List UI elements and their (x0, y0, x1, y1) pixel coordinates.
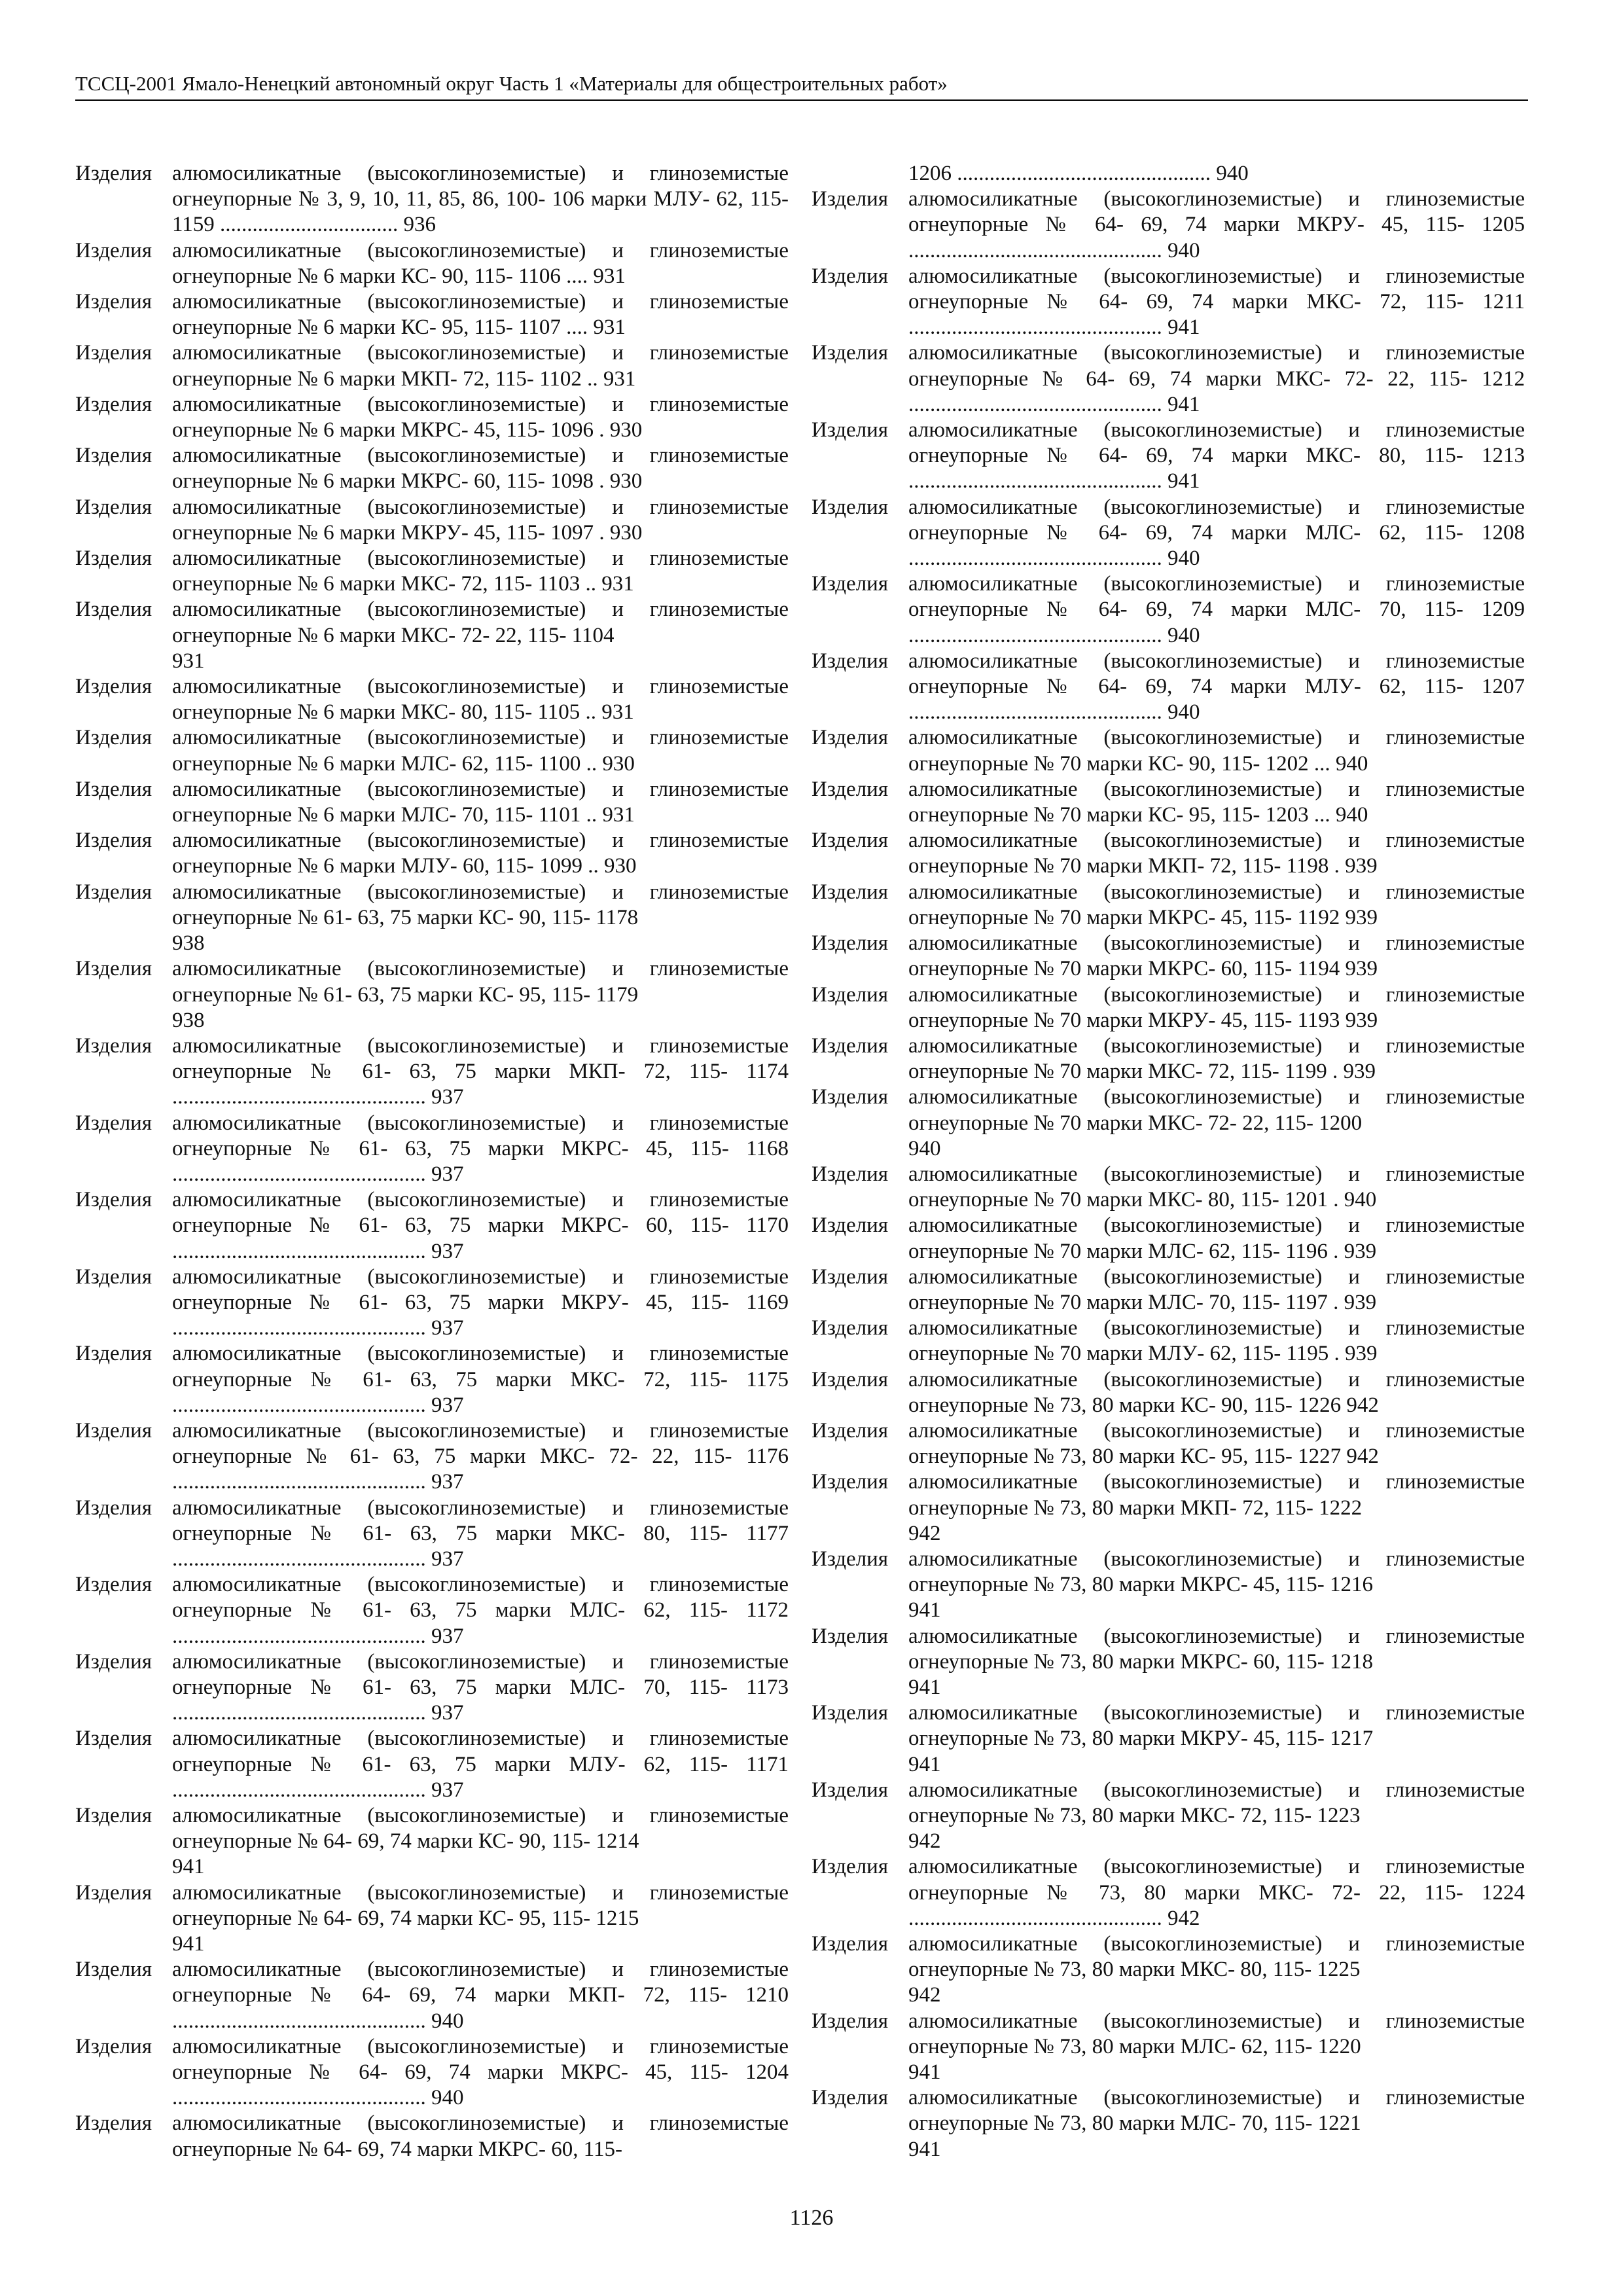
index-entry (812, 340, 1525, 418)
entry-text: 1206 ............................................... 940 (908, 162, 1249, 185)
entry-text: алюмосиликатные (высокоглиноземистые) и глиноземистые огнеупорные № 6 марки КС- 90, 115- 1106 .... 931 (172, 238, 789, 288)
entry-headword: Изделия (812, 2086, 889, 2110)
index-entry (75, 1572, 789, 1649)
entry-text: алюмосиликатные (высокоглиноземистые) и глиноземистые огнеупорные № 64- 69, 74 марки МКС- 80, 115- 1213 ............................................... 941 (908, 418, 1525, 493)
entry-headword: Изделия (812, 341, 889, 365)
entry-headword: Изделия (812, 1418, 889, 1443)
entry-text: алюмосиликатные (высокоглиноземистые) и глиноземистые огнеупорные № 73, 80 марки КС- 95, 115- 1227 942 (908, 1418, 1525, 1469)
index-entry (75, 546, 789, 597)
entry-page-ref: 941 (908, 2137, 941, 2161)
index-entry (812, 1418, 1525, 1469)
entry-headword: Изделия (75, 1033, 152, 1058)
index-entry (75, 1880, 789, 1958)
entry-text: алюмосиликатные (высокоглиноземистые) и глиноземистые огнеупорные № 61- 63, 75 марки МКС- 72- 22, 115- 1176 ............................................... 937 (172, 1418, 789, 1494)
entry-headword: Изделия (812, 982, 889, 1007)
entry-text: алюмосиликатные (высокоглиноземистые) и глиноземистые огнеупорные № 3, 9, 10, 11, 85, 86, 100- 106 марки МЛУ- 62, 115- 1159 ................................. 936 (172, 162, 789, 237)
entry-headword: Изделия (812, 1367, 889, 1391)
entry-page-ref: 942 (908, 1829, 941, 1854)
index-entry (812, 418, 1525, 495)
entry-text: алюмосиликатные (высокоглиноземистые) и глиноземистые огнеупорные № 70 марки МКРУ- 45, 115- 1193 939 (908, 982, 1525, 1032)
entry-text: алюмосиликатные (высокоглиноземистые) и глиноземистые огнеупорные № 6 марки МКС- 72- 22, 115- 1104 (172, 598, 789, 647)
entry-page-ref: 938 (172, 1008, 205, 1032)
entry-headword: Изделия (75, 238, 152, 262)
entry-text: алюмосиликатные (высокоглиноземистые) и глиноземистые огнеупорные № 64- 69, 74 марки МКРС- 45, 115- 1204 ............................................... 940 (172, 2034, 789, 2110)
entry-headword: Изделия (75, 1111, 152, 1135)
entry-headword: Изделия (75, 2034, 152, 2058)
entry-text: алюмосиликатные (высокоглиноземистые) и глиноземистые огнеупорные № 6 марки МКРУ- 45, 115- 1097 . 930 (172, 495, 789, 545)
index-entry (75, 880, 789, 957)
index-entry (812, 1162, 1525, 1213)
entry-text: алюмосиликатные (высокоглиноземистые) и глиноземистые огнеупорные № 70 марки КС- 95, 115- 1203 ... 940 (908, 777, 1525, 827)
index-entry (75, 340, 789, 391)
entry-text: алюмосиликатные (высокоглиноземистые) и глиноземистые огнеупорные № 70 марки МКРС- 45, 115- 1192 939 (908, 880, 1525, 929)
entry-headword: Изделия (812, 1085, 889, 1109)
index-entry (75, 725, 789, 776)
entry-headword: Изделия (812, 777, 889, 801)
entry-headword: Изделия (75, 290, 152, 314)
index-entry (75, 1111, 789, 1188)
entry-headword: Изделия (812, 264, 889, 288)
entry-headword: Изделия (75, 495, 152, 519)
entry-text: алюмосиликатные (высокоглиноземистые) и глиноземистые огнеупорные № 73, 80 марки КС- 90, 115- 1226 942 (908, 1367, 1525, 1417)
index-entry (812, 1931, 1525, 2009)
entry-headword: Изделия (75, 1188, 152, 1212)
index-entry (75, 238, 789, 289)
index-entry (812, 777, 1525, 828)
entry-text: алюмосиликатные (высокоглиноземистые) и глиноземистые огнеупорные № 70 марки МЛС- 62, 115- 1196 . 939 (908, 1213, 1525, 1263)
index-entry (75, 1803, 789, 1880)
index-entry (75, 1341, 789, 1418)
entry-headword: Изделия (812, 1213, 889, 1238)
entry-page-ref: 941 (908, 2060, 941, 2085)
entry-headword: Изделия (812, 931, 889, 956)
entry-text: алюмосиликатные (высокоглиноземистые) и глиноземистые огнеупорные № 64- 69, 74 марки МКП- 72, 115- 1210 ............................................... 940 (172, 1958, 789, 2033)
index-entry (812, 1778, 1525, 1855)
entry-headword: Изделия (812, 1265, 889, 1289)
index-entry (812, 931, 1525, 982)
entry-page-ref: 931 (172, 649, 205, 673)
index-entry (812, 1854, 1525, 1931)
entry-text: алюмосиликатные (высокоглиноземистые) и глиноземистые огнеупорные № 73, 80 марки МКРС- 60, 115- 1218 (908, 1624, 1525, 1674)
index-entry (75, 392, 789, 443)
entry-text: алюмосиликатные (высокоглиноземистые) и глиноземистые огнеупорные № 64- 69, 74 марки МКРС- 60, 115- (172, 2111, 789, 2161)
index-entry (75, 597, 789, 674)
index-entry (75, 2111, 789, 2162)
index-entry (75, 1033, 789, 1111)
index-entry (812, 828, 1525, 879)
entry-text: алюмосиликатные (высокоглиноземистые) и глиноземистые огнеупорные № 6 марки МКС- 80, 115- 1105 .. 931 (172, 675, 789, 725)
index-entry (812, 187, 1525, 264)
entry-headword: Изделия (812, 880, 889, 904)
entry-headword: Изделия (75, 829, 152, 853)
index-entry (812, 1469, 1525, 1547)
index-entry (812, 2009, 1525, 2086)
entry-headword: Изделия (812, 495, 889, 519)
entry-text: алюмосиликатные (высокоглиноземистые) и глиноземистые огнеупорные № 61- 63, 75 марки КС- 95, 115- 1179 (172, 957, 789, 1007)
entry-headword: Изделия (75, 392, 152, 416)
index-entry (812, 1367, 1525, 1418)
entry-text: алюмосиликатные (высокоглиноземистые) и глиноземистые огнеупорные № 6 марки МКРС- 45, 115- 1096 . 930 (172, 392, 789, 442)
entry-headword: Изделия (812, 187, 889, 211)
entry-text: алюмосиликатные (высокоглиноземистые) и глиноземистые огнеупорные № 61- 63, 75 марки МКП- 72, 115- 1174 ............................................... 937 (172, 1033, 789, 1109)
index-entry (812, 880, 1525, 931)
index-entry (812, 982, 1525, 1033)
entry-headword: Изделия (812, 1470, 889, 1494)
entry-page-ref: 941 (172, 1932, 205, 1956)
entry-headword: Изделия (75, 1496, 152, 1520)
entry-text: алюмосиликатные (высокоглиноземистые) и глиноземистые огнеупорные № 73, 80 марки МКС- 72- 22, 115- 1224 ............................................... 942 (908, 1855, 1525, 1930)
index-column-left (75, 161, 789, 2162)
entry-headword: Изделия (75, 598, 152, 622)
entry-text: алюмосиликатные (высокоглиноземистые) и глиноземистые огнеупорные № 73, 80 марки МЛС- 62, 115- 1220 (908, 2009, 1525, 2058)
entry-text: алюмосиликатные (высокоглиноземистые) и глиноземистые огнеупорные № 64- 69, 74 марки МКРУ- 45, 115- 1205 ............................................... 940 (908, 187, 1525, 262)
index-entry (75, 1265, 789, 1342)
entry-headword: Изделия (75, 1880, 152, 1905)
entry-text: алюмосиликатные (высокоглиноземистые) и глиноземистые огнеупорные № 61- 63, 75 марки МКС- 80, 115- 1177 ............................................... 937 (172, 1496, 789, 1571)
entry-text: алюмосиликатные (высокоглиноземистые) и глиноземистые огнеупорные № 70 марки МКС- 72, 115- 1199 . 939 (908, 1033, 1525, 1084)
entry-headword: Изделия (812, 1932, 889, 1956)
index-entry (812, 1085, 1525, 1162)
entry-text: алюмосиликатные (высокоглиноземистые) и глиноземистые огнеупорные № 6 марки МКП- 72, 115- 1102 .. 931 (172, 341, 789, 391)
index-entry (812, 1316, 1525, 1367)
entry-headword: Изделия (75, 1342, 152, 1366)
entry-headword: Изделия (75, 1418, 152, 1443)
entry-text: алюмосиликатные (высокоглиноземистые) и глиноземистые огнеупорные № 61- 63, 75 марки МКРУ- 45, 115- 1169 ............................................... 937 (172, 1265, 789, 1340)
entry-headword: Изделия (75, 2111, 152, 2136)
index-entry (75, 1187, 789, 1265)
entry-headword: Изделия (75, 1958, 152, 1982)
index-entry (75, 2034, 789, 2111)
entry-page-ref: 942 (908, 1983, 941, 2007)
entry-text: алюмосиликатные (высокоглиноземистые) и глиноземистые огнеупорные № 61- 63, 75 марки МЛС- 62, 115- 1172 ............................................... 937 (172, 1573, 789, 1648)
running-header: ТССЦ-2001 Ямало-Ненецкий автономный округ Часть 1 «Материалы для общестроительных работ» (75, 71, 1528, 101)
entry-text: алюмосиликатные (высокоглиноземистые) и глиноземистые огнеупорные № 70 марки КС- 90, 115- 1202 ... 940 (908, 726, 1525, 776)
entry-headword: Изделия (812, 1778, 889, 1802)
entry-text: алюмосиликатные (высокоглиноземистые) и глиноземистые огнеупорные № 61- 63, 75 марки МЛУ- 62, 115- 1171 ............................................... 937 (172, 1727, 789, 1802)
entry-text: алюмосиликатные (высокоглиноземистые) и глиноземистые огнеупорные № 64- 69, 74 марки МКС- 72, 115- 1211 ............................................... 941 (908, 264, 1525, 340)
entry-headword: Изделия (75, 162, 152, 185)
entry-text: алюмосиликатные (высокоглиноземистые) и глиноземистые огнеупорные № 64- 69, 74 марки МЛС- 62, 115- 1208 ............................................... 940 (908, 495, 1525, 571)
entry-text: алюмосиликатные (высокоглиноземистые) и глиноземистые огнеупорные № 70 марки МКС- 72- 22, 115- 1200 (908, 1085, 1525, 1135)
index-entry (75, 289, 789, 340)
entry-page-ref: 942 (908, 1521, 941, 1545)
entry-headword: Изделия (75, 777, 152, 801)
entry-headword: Изделия (75, 547, 152, 571)
entry-headword: Изделия (75, 1727, 152, 1751)
entry-text: алюмосиликатные (высокоглиноземистые) и глиноземистые огнеупорные № 70 марки МКРС- 60, 115- 1194 939 (908, 931, 1525, 981)
index-entry (75, 1418, 789, 1496)
entry-text: алюмосиликатные (высокоглиноземистые) и глиноземистые огнеупорные № 6 марки МЛС- 70, 115- 1101 .. 931 (172, 777, 789, 827)
index-entry (75, 956, 789, 1033)
index-entry (75, 1649, 789, 1727)
entry-text: алюмосиликатные (высокоглиноземистые) и глиноземистые огнеупорные № 6 марки МКРС- 60, 115- 1098 . 930 (172, 444, 789, 493)
entry-page-ref: 941 (908, 1598, 941, 1623)
entry-headword: Изделия (75, 341, 152, 365)
index-entry (812, 1265, 1525, 1316)
index-entry (812, 1033, 1525, 1085)
entry-text: алюмосиликатные (высокоглиноземистые) и глиноземистые огнеупорные № 64- 69, 74 марки КС- 90, 115- 1214 (172, 1804, 789, 1854)
entry-headword: Изделия (75, 957, 152, 981)
index-entry (812, 1624, 1525, 1701)
entry-headword: Изделия (812, 418, 889, 442)
index-entry (812, 495, 1525, 572)
entry-text: алюмосиликатные (высокоглиноземистые) и глиноземистые огнеупорные № 61- 63, 75 марки МКРС- 60, 115- 1170 ............................................... 937 (172, 1188, 789, 1263)
entry-text: алюмосиликатные (высокоглиноземистые) и глиноземистые огнеупорные № 61- 63, 75 марки МКС- 72, 115- 1175 ............................................... 937 (172, 1342, 789, 1417)
entry-text: алюмосиликатные (высокоглиноземистые) и глиноземистые огнеупорные № 73, 80 марки МКП- 72, 115- 1222 (908, 1470, 1525, 1520)
index-entry (75, 777, 789, 828)
entry-headword: Изделия (75, 675, 152, 699)
index-entry (812, 2085, 1525, 2162)
entry-text: алюмосиликатные (высокоглиноземистые) и глиноземистые огнеупорные № 61- 63, 75 марки МЛС- 70, 115- 1173 ............................................... 937 (172, 1649, 789, 1725)
index-entry (75, 495, 789, 546)
entry-text: алюмосиликатные (высокоглиноземистые) и глиноземистые огнеупорные № 70 марки МКС- 80, 115- 1201 . 940 (908, 1162, 1525, 1212)
entry-page-ref: 941 (908, 1752, 941, 1776)
index-entry (812, 725, 1525, 776)
entry-headword: Изделия (75, 444, 152, 468)
entry-text: алюмосиликатные (высокоглиноземистые) и глиноземистые огнеупорные № 73, 80 марки МКС- 72, 115- 1223 (908, 1778, 1525, 1827)
index-entry (75, 1726, 789, 1803)
entry-headword: Изделия (75, 880, 152, 904)
entry-headword: Изделия (812, 1624, 889, 1648)
entry-headword: Изделия (812, 829, 889, 853)
entry-headword: Изделия (812, 1033, 889, 1058)
entry-headword: Изделия (75, 1649, 152, 1674)
index-entry (812, 571, 1525, 649)
index-entry (75, 443, 789, 494)
index-entry (812, 649, 1525, 726)
entry-headword: Изделия (812, 726, 889, 750)
entry-page-ref: 938 (172, 931, 205, 956)
entry-text: алюмосиликатные (высокоглиноземистые) и глиноземистые огнеупорные № 6 марки МЛС- 62, 115- 1100 .. 930 (172, 726, 789, 776)
index-entry (75, 828, 789, 879)
entry-text: алюмосиликатные (высокоглиноземистые) и глиноземистые огнеупорные № 64- 69, 74 марки МЛУ- 62, 115- 1207 ............................................... 940 (908, 649, 1525, 725)
index-entry (75, 161, 789, 238)
entry-headword: Изделия (812, 1162, 889, 1186)
entry-text: алюмосиликатные (высокоглиноземистые) и глиноземистые огнеупорные № 61- 63, 75 марки МКРС- 45, 115- 1168 ............................................... 937 (172, 1111, 789, 1186)
entry-text: алюмосиликатные (высокоглиноземистые) и глиноземистые огнеупорные № 61- 63, 75 марки КС- 90, 115- 1178 (172, 880, 789, 929)
entry-text: алюмосиликатные (высокоглиноземистые) и глиноземистые огнеупорные № 73, 80 марки МЛС- 70, 115- 1221 (908, 2086, 1525, 2136)
entry-text: алюмосиликатные (высокоглиноземистые) и глиноземистые огнеупорные № 70 марки МКП- 72, 115- 1198 . 939 (908, 829, 1525, 878)
entry-headword: Изделия (75, 1573, 152, 1597)
index-entry (812, 1213, 1525, 1264)
index-entry (75, 1957, 789, 2034)
entry-headword: Изделия (812, 649, 889, 673)
entry-headword: Изделия (75, 726, 152, 750)
index-entry (812, 1700, 1525, 1778)
index-entry (812, 264, 1525, 341)
entry-text: алюмосиликатные (высокоглиноземистые) и глиноземистые огнеупорные № 6 марки КС- 95, 115- 1107 .... 931 (172, 290, 789, 340)
page-number: 1126 (789, 2206, 834, 2230)
entry-headword: Изделия (812, 1316, 889, 1340)
entry-headword: Изделия (812, 2009, 889, 2033)
entry-headword: Изделия (75, 1804, 152, 1827)
entry-headword: Изделия (812, 1855, 889, 1879)
index-entry (75, 674, 789, 725)
entry-text: алюмосиликатные (высокоглиноземистые) и глиноземистые огнеупорные № 70 марки МЛУ- 62, 115- 1195 . 939 (908, 1316, 1525, 1366)
entry-text: алюмосиликатные (высокоглиноземистые) и глиноземистые огнеупорные № 6 марки МЛУ- 60, 115- 1099 .. 930 (172, 829, 789, 878)
entry-text: алюмосиликатные (высокоглиноземистые) и глиноземистые огнеупорные № 64- 69, 74 марки МКС- 72- 22, 115- 1212 ............................................... 941 (908, 341, 1525, 416)
index-entry (812, 161, 1525, 187)
index-entry (812, 1547, 1525, 1624)
entry-headword: Изделия (812, 572, 889, 596)
entry-headword: Изделия (812, 1701, 889, 1725)
entry-headword: Изделия (812, 1547, 889, 1571)
entry-text: алюмосиликатные (высокоглиноземистые) и глиноземистые огнеупорные № 73, 80 марки МКРС- 45, 115- 1216 (908, 1547, 1525, 1597)
entry-text: алюмосиликатные (высокоглиноземистые) и глиноземистые огнеупорные № 64- 69, 74 марки МЛС- 70, 115- 1209 ............................................... 940 (908, 572, 1525, 647)
entry-text: алюмосиликатные (высокоглиноземистые) и глиноземистые огнеупорные № 73, 80 марки МКРУ- 45, 115- 1217 (908, 1701, 1525, 1751)
entry-text: алюмосиликатные (высокоглиноземистые) и глиноземистые огнеупорные № 6 марки МКС- 72, 115- 1103 .. 931 (172, 547, 789, 596)
index-column-right (812, 161, 1525, 2162)
entry-page-ref: 941 (908, 1675, 941, 1699)
entry-text: алюмосиликатные (высокоглиноземистые) и глиноземистые огнеупорные № 64- 69, 74 марки КС- 95, 115- 1215 (172, 1880, 789, 1930)
entry-page-ref: 941 (172, 1855, 205, 1879)
entry-text: алюмосиликатные (высокоглиноземистые) и глиноземистые огнеупорные № 70 марки МЛС- 70, 115- 1197 . 939 (908, 1265, 1525, 1314)
entry-text: алюмосиликатные (высокоглиноземистые) и глиноземистые огнеупорные № 73, 80 марки МКС- 80, 115- 1225 (908, 1932, 1525, 1982)
entry-page-ref: 940 (908, 1136, 941, 1160)
entry-headword: Изделия (75, 1265, 152, 1289)
index-entry (75, 1496, 789, 1573)
